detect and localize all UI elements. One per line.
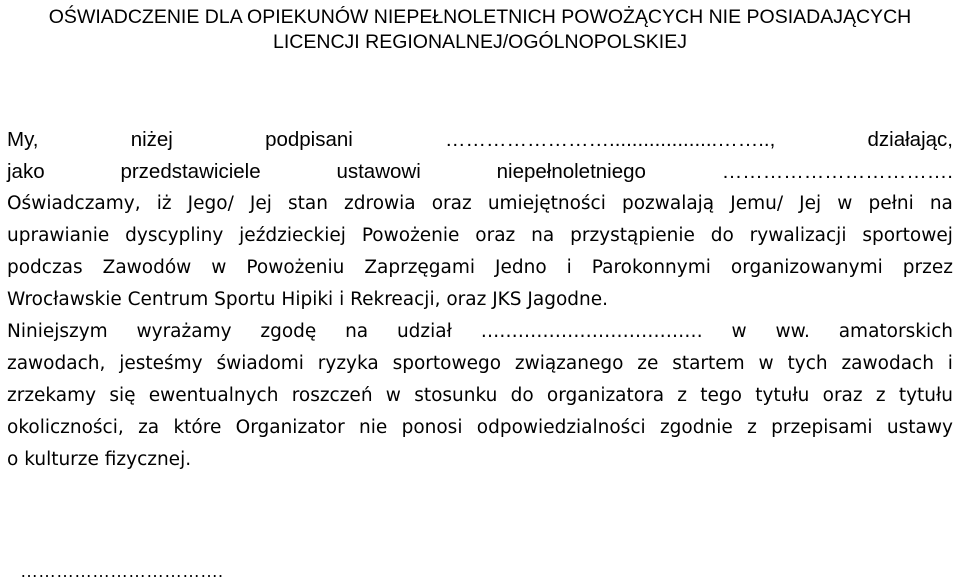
word: jeździeckiej (239, 225, 346, 246)
word: przystąpienie (570, 225, 695, 246)
word: Powożeniu (246, 257, 345, 278)
word: Jedno (495, 257, 547, 278)
word: Oświadczamy, (7, 193, 141, 214)
word: ponosi (401, 417, 463, 438)
word: organizatora (546, 385, 665, 406)
consent-line-3 (7, 380, 953, 412)
word: oraz (431, 193, 472, 214)
statement-line-4: Wrocławskie Centrum Sportu Hipiki i Rekreacji, oraz JKS Jagodne. (7, 289, 608, 310)
word: pełni (868, 193, 914, 214)
word: tych (787, 353, 828, 374)
word: zawodach (841, 353, 934, 374)
word: do (710, 225, 734, 246)
word: zawodach, (7, 353, 106, 374)
word: jako (7, 160, 45, 183)
word: Powożenie (361, 225, 460, 246)
word: ww. (775, 321, 810, 342)
word: Zawodów (102, 257, 192, 278)
word: Zaprzęgami (364, 257, 476, 278)
word: się (109, 385, 136, 406)
word: oraz (475, 225, 516, 246)
word: organizowanymi (730, 257, 883, 278)
word: w (758, 353, 774, 374)
word: Jej (799, 193, 822, 214)
statement-line-2 (7, 220, 953, 252)
word: świadomi (216, 353, 304, 374)
word: w (211, 257, 227, 278)
word: pozwalają (621, 193, 715, 214)
word: które (173, 417, 222, 438)
word: Parokonnymi (591, 257, 711, 278)
word: zgodę (260, 321, 317, 342)
word: dyscypliny (125, 225, 224, 246)
word: sportowej (862, 225, 953, 246)
statement-line-1 (7, 188, 953, 220)
word: stan (287, 193, 328, 214)
word: w (837, 193, 853, 214)
word: Jemu/ (730, 193, 784, 214)
word: działając, (867, 128, 953, 151)
word: okoliczności, (7, 417, 124, 438)
word: i (566, 257, 572, 278)
word: przez (902, 257, 953, 278)
word: tego (700, 385, 742, 406)
word: nie (359, 417, 388, 438)
word: na (345, 321, 369, 342)
word: związanego (514, 353, 624, 374)
word: sportowego (392, 353, 502, 374)
word: udział (396, 321, 452, 342)
word: ustawy (886, 417, 953, 438)
word: stosunku (414, 385, 498, 406)
word: startem (672, 353, 745, 374)
word: odpowiedzialności (476, 417, 646, 438)
consent-line-5: o kulturze fizycznej. (7, 449, 192, 470)
word: Jej (249, 193, 272, 214)
word: My, (7, 128, 39, 151)
word: podczas (7, 257, 83, 278)
word: tytułu (898, 385, 953, 406)
document-title (0, 5, 960, 55)
word: Niniejszym (7, 321, 108, 342)
signature-line: ……………………………. (20, 561, 224, 581)
word: Jego/ (187, 193, 234, 214)
word: zrzekamy (7, 385, 97, 406)
word: amatorskich (838, 321, 953, 342)
title-line-1: OŚWIADCZENIE DLA OPIEKUNÓW NIEPEŁNOLETNICH POWOŻĄCYCH NIE POSIADAJĄCYCH (48, 6, 912, 28)
word: rywalizacji (749, 225, 847, 246)
intro-line-1 (7, 124, 953, 156)
word: na (929, 193, 953, 214)
consent-line-1 (7, 316, 953, 348)
word: oraz (822, 385, 863, 406)
word: z (747, 417, 757, 438)
word: za (138, 417, 160, 438)
word: przedstawiciele (120, 160, 261, 183)
word: ze (637, 353, 659, 374)
word: i (947, 353, 953, 374)
word: wyrażamy (136, 321, 232, 342)
word: iż (156, 193, 172, 214)
word: zgodnie (659, 417, 733, 438)
word: ewentualnych (148, 385, 279, 406)
word: ……………………………… (480, 321, 703, 342)
word: ……………………...................…….., (445, 128, 776, 151)
word: roszczeń (291, 385, 373, 406)
word: ustawowi (336, 160, 421, 183)
word: ……………………………. (721, 160, 953, 183)
word: przepisami (771, 417, 873, 438)
word: ryzyka (317, 353, 379, 374)
word: umiejętności (487, 193, 606, 214)
word: niżej (130, 128, 173, 151)
word: na (531, 225, 555, 246)
word: zdrowia (344, 193, 416, 214)
intro-line-2 (7, 156, 953, 188)
consent-line-4 (7, 412, 953, 444)
statement-line-3 (7, 252, 953, 284)
consent-line-2 (7, 348, 953, 380)
word: z (677, 385, 687, 406)
document-body (7, 124, 953, 476)
word: z (875, 385, 886, 406)
word: jesteśmy (119, 353, 203, 374)
word: Organizator (235, 417, 345, 438)
title-line-2: LICENCJI REGIONALNEJ/OGÓLNOPOLSKIEJ (273, 31, 687, 53)
word: podpisani (265, 128, 353, 151)
word: niepełnoletniego (496, 160, 646, 183)
word: w (385, 385, 401, 406)
word: uprawianie (7, 225, 110, 246)
word: do (510, 385, 534, 406)
word: tytułu (755, 385, 810, 406)
word: w (731, 321, 747, 342)
